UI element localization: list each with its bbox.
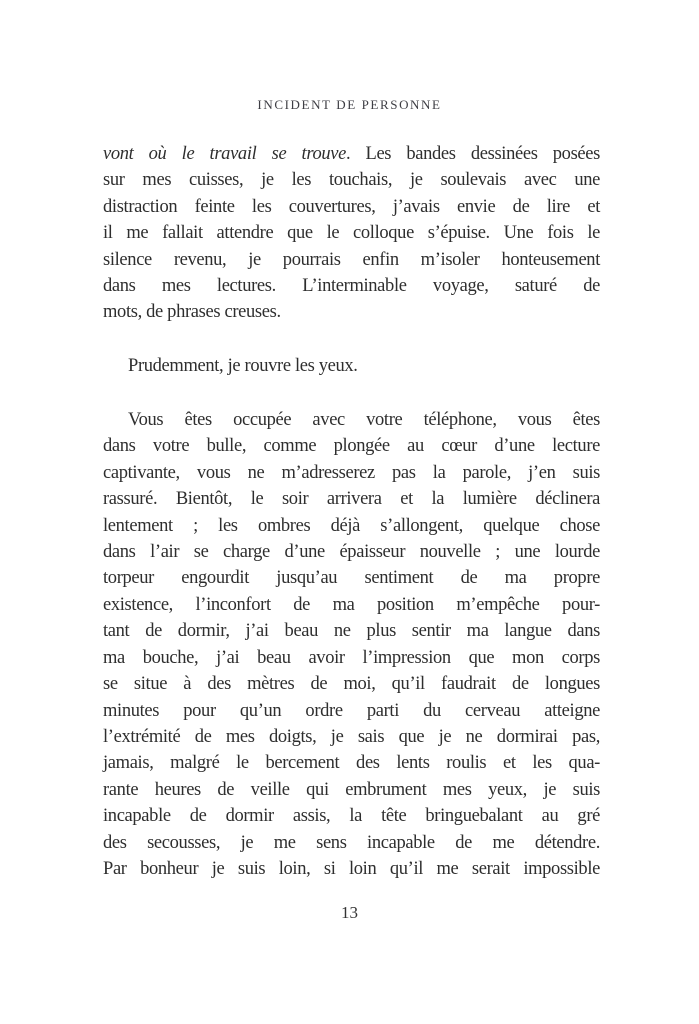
- text-line: rante heures de veille qui embrument mes yeux, je suis: [103, 779, 600, 800]
- text-line: distraction feinte les couvertures, j’avais envie de lire et: [103, 196, 600, 217]
- paragraph: [103, 141, 600, 326]
- text-line: vont où le travail se trouve. Les bandes dessinées posées: [103, 144, 600, 164]
- text-line: minutes pour qu’un ordre parti du cerveau atteigne: [103, 700, 600, 721]
- text-line: ma bouche, j’ai beau avoir l’impression que mon corps: [103, 647, 600, 668]
- text-line: jamais, malgré le bercement des lents roulis et les qua-: [103, 753, 600, 774]
- page-number: 13: [341, 903, 358, 922]
- text-line: Prudemment, je rouvre les yeux.: [128, 356, 358, 377]
- text-line: incapable de dormir assis, la tête bringuebalant au gré: [103, 806, 600, 827]
- text-line: dans l’air se charge d’une épaisseur nouvelle ; une lourde: [103, 542, 600, 563]
- text-line: silence revenu, je pourrais enfin m’isoler honteusement: [103, 249, 600, 270]
- italic-text: vont où le travail se trouve: [103, 144, 347, 164]
- text-line: rassuré. Bientôt, le soir arrivera et la lumière déclinera: [103, 489, 600, 510]
- text-line: dans votre bulle, comme plongée au cœur d’une lecture: [103, 436, 600, 457]
- text-line: tant de dormir, j’ai beau ne plus sentir ma langue dans: [103, 621, 600, 642]
- text-line: captivante, vous ne m’adresserez pas la parole, j’en suis: [103, 462, 600, 483]
- running-header: INCIDENT DE PERSONNE: [257, 97, 442, 112]
- text-line: il me fallait attendre que le colloque s’épuise. Une fois le: [103, 223, 600, 244]
- text-line: torpeur engourdit jusqu’au sentiment de ma propre: [103, 568, 600, 589]
- text-line: mots, de phrases creuses.: [103, 302, 281, 323]
- text-line: lentement ; les ombres déjà s’allongent, quelque chose: [103, 515, 600, 536]
- paragraph: [103, 353, 600, 379]
- text-line: l’extrémité de mes doigts, je sais que je ne dormirai pas,: [103, 726, 600, 747]
- text-line: sur mes cuisses, je les touchais, je soulevais avec une: [103, 170, 600, 191]
- text-line: Vous êtes occupée avec votre téléphone, vous êtes: [128, 410, 600, 431]
- text-line: des secousses, je me sens incapable de me détendre.: [103, 832, 600, 853]
- text-line: dans mes lectures. L’interminable voyage, saturé de: [103, 276, 600, 297]
- text-block: [103, 141, 600, 882]
- text-line: Par bonheur je suis loin, si loin qu’il me serait impossible: [103, 858, 600, 879]
- paragraph: [103, 407, 600, 882]
- text-line: se situe à des mètres de moi, qu’il faudrait de longues: [103, 674, 600, 695]
- text-line: existence, l’inconfort de ma position m’empêche pour-: [103, 594, 600, 615]
